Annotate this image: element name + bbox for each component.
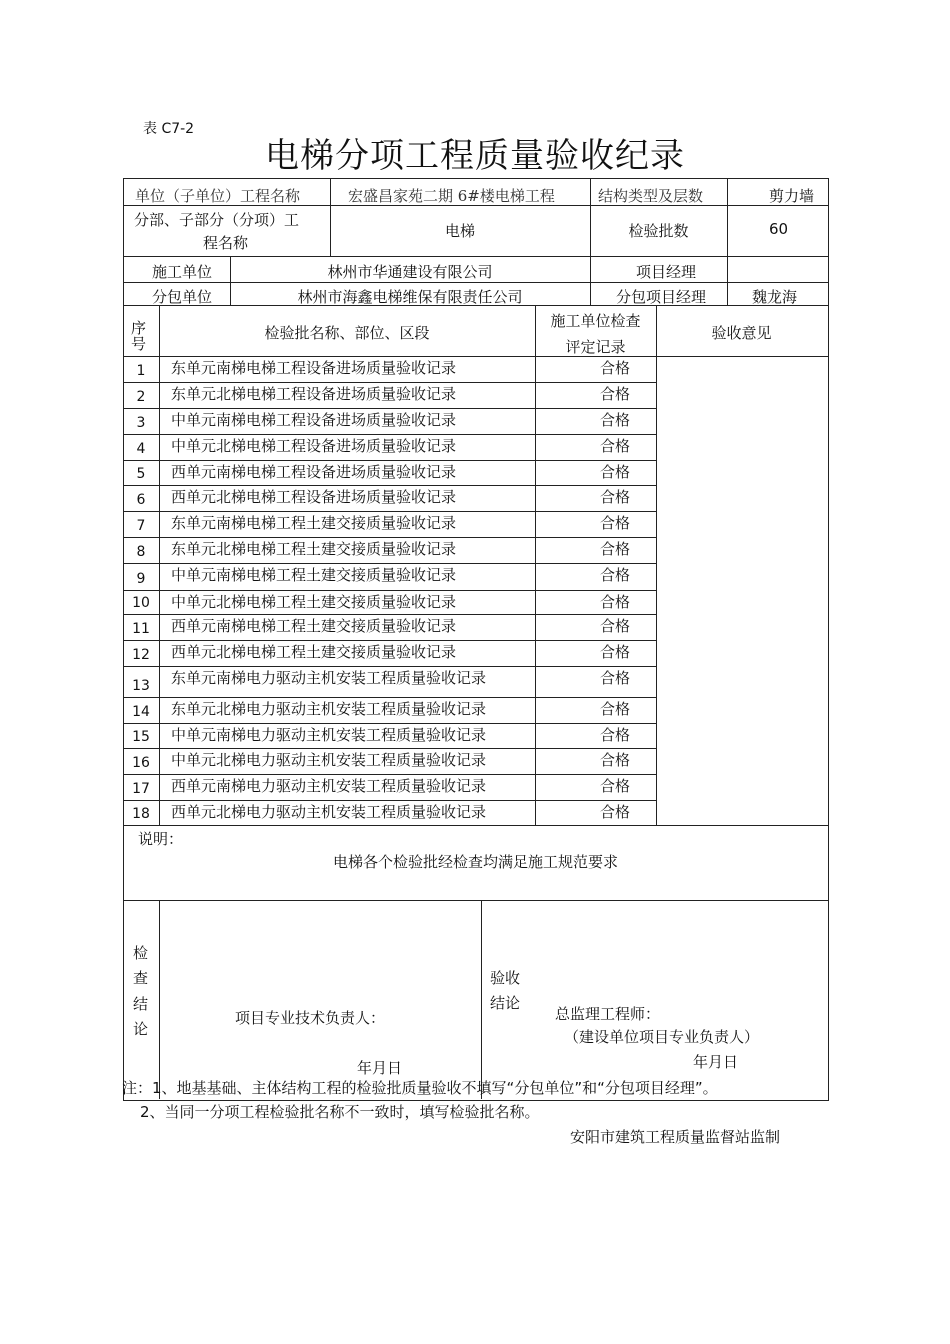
row-batch-name: 东单元南梯电梯工程设备进场质量验收记录 <box>171 359 457 377</box>
tech-lead-signature-label: 项目专业技术负责人： <box>235 1009 386 1027</box>
row-number: 12 <box>132 647 150 663</box>
row-check-result: 合格 <box>599 700 630 718</box>
row-check-result: 合格 <box>599 617 630 635</box>
rule-v-check-label <box>159 900 160 1099</box>
row-batch-name: 中单元北梯电梯工程设备进场质量验收记录 <box>171 437 457 455</box>
rule-header-2 <box>123 256 828 257</box>
row-number: 8 <box>136 544 146 560</box>
division-name-value: 电梯 <box>444 222 475 240</box>
row-number: 1 <box>136 363 146 379</box>
row-number: 15 <box>132 729 150 745</box>
row-batch-name: 东单元北梯电梯工程设备进场质量验收记录 <box>171 385 457 403</box>
left-date: 年月日 <box>357 1059 403 1077</box>
row-number: 2 <box>136 389 146 405</box>
owner-representative-label: （建设单位项目专业负责人） <box>564 1028 760 1046</box>
row-check-result: 合格 <box>599 566 630 584</box>
sub-project-manager-label: 分包项目经理 <box>616 288 707 306</box>
contractor-label: 施工单位 <box>152 263 213 281</box>
row-number: 17 <box>132 781 150 797</box>
row-check-result: 合格 <box>599 726 630 744</box>
row-check-result: 合格 <box>599 463 630 481</box>
row-check-result: 合格 <box>599 385 630 403</box>
row-batch-name: 西单元南梯电梯工程设备进场质量验收记录 <box>171 463 457 481</box>
page-title: 电梯分项工程质量验收纪录 <box>265 136 685 176</box>
row-check-result: 合格 <box>599 514 630 532</box>
row-check-result: 合格 <box>599 643 630 661</box>
row-batch-name: 西单元南梯电梯工程土建交接质量验收记录 <box>171 617 457 635</box>
row-batch-name: 中单元南梯电力驱动主机安装工程质量验收记录 <box>171 726 487 744</box>
row-number: 14 <box>132 704 150 720</box>
row-check-result: 合格 <box>599 437 630 455</box>
row-batch-name: 东单元南梯电梯工程土建交接质量验收记录 <box>171 514 457 532</box>
column-check-header-line1: 施工单位检查 <box>550 312 641 330</box>
subcontractor-label: 分包单位 <box>152 288 213 306</box>
project-manager-label: 项目经理 <box>636 263 697 281</box>
batch-count-label: 检验批数 <box>628 222 689 240</box>
check-conclusion-label-3: 结 <box>133 995 149 1013</box>
row-batch-name: 西单元北梯电力驱动主机安装工程质量验收记录 <box>171 803 487 821</box>
row-check-result: 合格 <box>599 669 630 687</box>
footnote-2: 2、当同一分项工程检验批名称不一致时，填写检验批名称。 <box>140 1103 540 1121</box>
rule-v-acceptance <box>481 900 482 1099</box>
row-check-result: 合格 <box>599 777 630 795</box>
rule-v-unit <box>330 178 331 256</box>
unit-name-value: 宏盛昌家苑二期 6#楼电梯工程 <box>348 187 555 205</box>
rule-rows-bottom <box>123 825 828 826</box>
row-check-result: 合格 <box>599 359 630 377</box>
issuer-note: 安阳市建筑工程质量监督站监制 <box>570 1128 781 1146</box>
row-number: 5 <box>136 466 146 482</box>
column-name-header: 检验批名称、部位、区段 <box>264 324 430 342</box>
row-batch-name: 中单元北梯电力驱动主机安装工程质量验收记录 <box>171 751 487 769</box>
row-check-result: 合格 <box>599 593 630 611</box>
check-conclusion-label-4: 论 <box>133 1020 149 1038</box>
row-check-result: 合格 <box>599 488 630 506</box>
chief-supervisor-label: 总监理工程师： <box>555 1005 661 1023</box>
row-number: 3 <box>136 415 146 431</box>
column-no-header: 序号 <box>131 319 147 353</box>
unit-name-label: 单位（子单位）工程名称 <box>135 187 301 205</box>
rule-header-3 <box>123 282 828 283</box>
row-batch-name: 东单元北梯电梯工程土建交接质量验收记录 <box>171 540 457 558</box>
row-check-result: 合格 <box>599 751 630 769</box>
row-number: 4 <box>136 441 146 457</box>
row-batch-name: 东单元南梯电力驱动主机安装工程质量验收记录 <box>171 669 487 687</box>
row-number: 10 <box>132 595 150 611</box>
structure-type-value: 剪力墙 <box>769 187 815 205</box>
check-conclusion-label-2: 查 <box>133 969 149 987</box>
row-number: 16 <box>132 755 150 771</box>
row-check-result: 合格 <box>599 411 630 429</box>
right-date: 年月日 <box>693 1053 739 1071</box>
explanation-text: 电梯各个检验批经检查均满足施工规范要求 <box>332 853 618 871</box>
rule-v-structure <box>590 178 591 256</box>
row-number: 7 <box>136 518 146 534</box>
row-number: 11 <box>132 621 150 637</box>
footnote-1: 注：1、地基基础、主体结构工程的检验批质量验收不填写“分包单位”和“分包项目经理”。 <box>122 1079 718 1097</box>
check-conclusion-label-1: 检 <box>133 944 149 962</box>
row-batch-name: 中单元南梯电梯工程设备进场质量验收记录 <box>171 411 457 429</box>
row-number: 13 <box>132 678 150 694</box>
row-number: 18 <box>132 806 150 822</box>
explanation-label: 说明： <box>138 830 184 848</box>
rule-v-no <box>159 305 160 825</box>
row-batch-name: 西单元北梯电梯工程土建交接质量验收记录 <box>171 643 457 661</box>
subcontractor-value: 林州市海鑫电梯维保有限责任公司 <box>297 288 523 306</box>
contractor-value: 林州市华通建设有限公司 <box>327 263 493 281</box>
division-name-label-line1: 分部、子部分（分项）工 <box>134 211 300 229</box>
form-code: 表 C7-2 <box>143 121 195 137</box>
row-number: 9 <box>136 571 146 587</box>
acceptance-conclusion-label-line1: 验收 <box>490 969 521 987</box>
row-batch-name: 中单元北梯电梯工程土建交接质量验收记录 <box>171 593 457 611</box>
rule-v-structure-value <box>727 178 728 305</box>
column-check-header-line2: 评定记录 <box>565 338 626 356</box>
rule-v-pm <box>590 256 591 305</box>
column-opinion-header: 验收意见 <box>711 324 772 342</box>
acceptance-conclusion-label-line2: 结论 <box>490 994 521 1012</box>
row-check-result: 合格 <box>599 803 630 821</box>
structure-type-label: 结构类型及层数 <box>598 187 704 205</box>
row-batch-name: 东单元北梯电力驱动主机安装工程质量验收记录 <box>171 700 487 718</box>
sub-project-manager-value: 魏龙海 <box>752 288 798 306</box>
row-check-result: 合格 <box>599 540 630 558</box>
division-name-label-line2: 程名称 <box>203 234 249 252</box>
row-number: 6 <box>136 492 146 508</box>
rule-explanation-bottom <box>123 900 828 901</box>
row-batch-name: 西单元北梯电梯工程设备进场质量验收记录 <box>171 488 457 506</box>
row-batch-name: 中单元南梯电梯工程土建交接质量验收记录 <box>171 566 457 584</box>
row-batch-name: 西单元南梯电力驱动主机安装工程质量验收记录 <box>171 777 487 795</box>
batch-count-value: 60 <box>769 220 789 238</box>
